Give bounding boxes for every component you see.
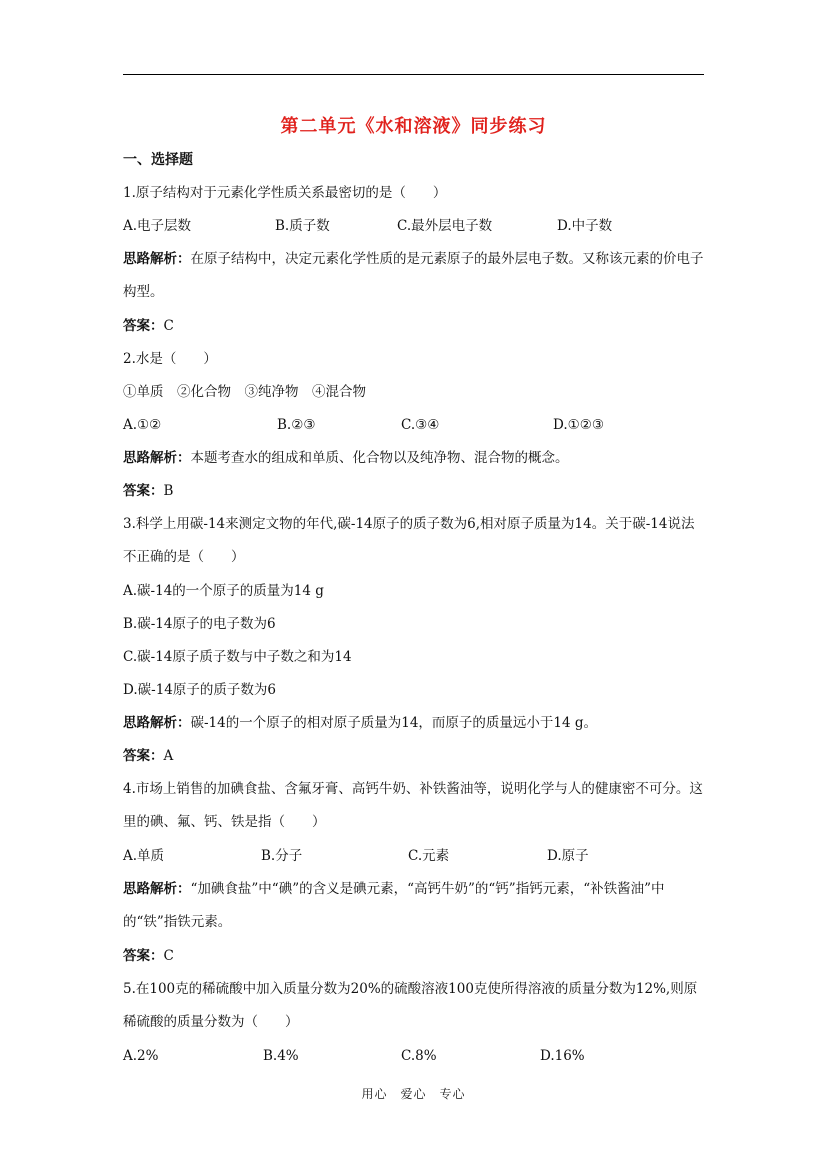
q2-answer-value: B: [163, 483, 174, 499]
q3-option-c: C.碳-14原子质子数与中子数之和为14: [123, 649, 352, 665]
q4-analysis-label: 思路解析：: [123, 881, 191, 897]
q3-answer: [123, 746, 707, 766]
q3-analysis-text: 碳-14的一个原子的相对原子质量为14，而原子的质量远小于14 g。: [190, 715, 598, 731]
q3-stem: 3.科学上用碳-14来测定文物的年代,碳-14原子的质子数为6,相对原子质量为14。关于碳-14说法不正确的是（ ）: [123, 516, 695, 565]
document-body: [123, 150, 707, 1079]
q5-options: [123, 1046, 707, 1066]
q5-option-a: A.2%: [123, 1048, 159, 1064]
q4-stem: 4.市场上销售的加碘食盐、含氟牙膏、高钙牛奶、补铁酱油等，说明化学与人的健康密不可分。这里的碘、氟、钙、铁是指（ ）: [123, 781, 703, 830]
q1-option-a: A.电子层数: [123, 218, 192, 234]
q4-options: [123, 846, 707, 866]
q4-analysis: [123, 873, 707, 939]
q1-analysis-label: 思路解析：: [123, 251, 191, 267]
q4-analysis-text: “加碘食盐”中“碘”的含义是碘元素，“高钙牛奶”的“钙”指钙元素，“补铁酱油”中的“铁”指铁元素。: [123, 881, 665, 930]
q3-answer-label: 答案：: [123, 748, 164, 764]
q3-analysis-label: 思路解析：: [123, 715, 191, 731]
q5-option-d: D.16%: [540, 1048, 585, 1064]
q2-option-a: A.①②: [123, 417, 162, 433]
q2-analysis-text: 本题考查水的组成和单质、化合物以及纯净物、混合物的概念。: [190, 450, 569, 466]
q4-answer-label: 答案：: [123, 948, 164, 964]
q2-analysis: [123, 448, 707, 468]
q1-options: [123, 216, 707, 236]
q1-stem: 1.原子结构对于元素化学性质关系最密切的是（ ）: [123, 185, 447, 201]
q2-option-d: D.①②③: [553, 417, 604, 433]
q4-option-d: D.原子: [547, 848, 589, 864]
q2-answer: [123, 481, 707, 501]
q2-option-b: B.②③: [277, 417, 316, 433]
section-heading: 一、选择题: [123, 152, 193, 168]
q1-answer-value: C: [163, 318, 174, 334]
q1-analysis: [123, 243, 707, 309]
q4-answer-value: C: [163, 948, 174, 964]
q1-answer: [123, 316, 707, 336]
q3-analysis: [123, 713, 707, 733]
q2-options: [123, 415, 707, 435]
q2-option-c: C.③④: [401, 417, 440, 433]
q3-option-d: D.碳-14原子的质子数为6: [123, 682, 276, 698]
page-title: 第二单元《水和溶液》同步练习: [280, 116, 547, 137]
page-footer: 用心 爱心 专心: [361, 1087, 466, 1101]
q3-option-a: A.碳-14的一个原子的质量为14 g: [123, 583, 324, 599]
q4-option-c: C.元素: [408, 848, 450, 864]
q2-answer-label: 答案：: [123, 483, 164, 499]
q5-option-b: B.4%: [263, 1048, 299, 1064]
q3-option-b: B.碳-14原子的电子数为6: [123, 616, 276, 632]
q5-stem: 5.在100克的稀硫酸中加入质量分数为20%的硫酸溶液100克使所得溶液的质量分数为12%,则原稀硫酸的质量分数为（ ）: [123, 981, 698, 1030]
q1-option-d: D.中子数: [557, 218, 613, 234]
q4-option-b: B.分子: [261, 848, 303, 864]
q1-answer-label: 答案：: [123, 318, 164, 334]
q2-choices: ①单质 ②化合物 ③纯净物 ④混合物: [123, 384, 366, 400]
q4-answer: [123, 946, 707, 966]
q1-option-c: C.最外层电子数: [397, 218, 493, 234]
q3-answer-value: A: [163, 748, 174, 764]
q2-stem: 2.水是（ ）: [123, 351, 217, 367]
header-rule: [123, 74, 704, 75]
q4-option-a: A.单质: [123, 848, 165, 864]
q1-analysis-text: 在原子结构中，决定元素化学性质的是元素原子的最外层电子数。又称该元素的价电子构型。: [123, 251, 704, 300]
q1-option-b: B.质子数: [275, 218, 330, 234]
q2-analysis-label: 思路解析：: [123, 450, 191, 466]
q5-option-c: C.8%: [401, 1048, 437, 1064]
